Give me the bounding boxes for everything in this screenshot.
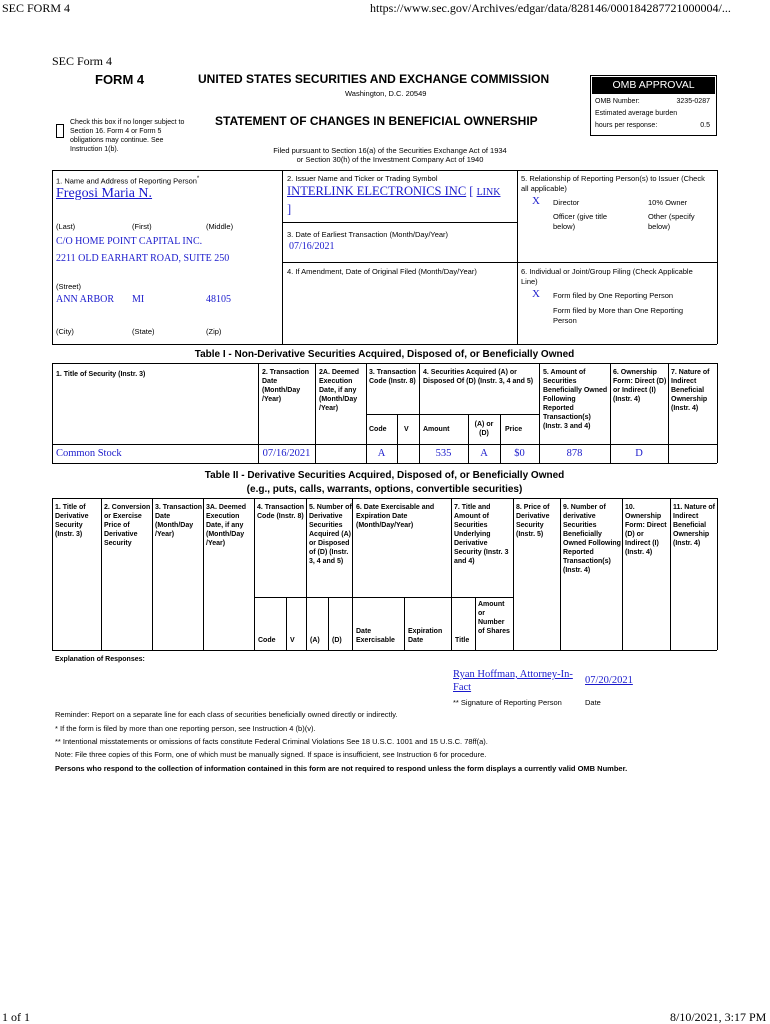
ticker-symbol[interactable]: LINK bbox=[476, 187, 501, 198]
issuer-label: 2. Issuer Name and Ticker or Trading Symbol bbox=[287, 174, 438, 183]
t2-sub-amount: Amount or Number of Shares bbox=[478, 601, 510, 635]
t2-col-owned: 9. Number of derivative Securities Beneficially Owned Following Reported Transaction(s) (Instr. 4) bbox=[563, 504, 621, 574]
last-label: (Last) bbox=[56, 222, 76, 231]
signature-label: ** Signature of Reporting Person bbox=[453, 698, 562, 707]
footnote-misstatements: ** Intentional misstatements or omissions of facts constitute Federal Criminal Violations See 18 U.S.C. 1001 and 15 U.S.C. 78ff(a). bbox=[55, 737, 488, 746]
city-label: (City) bbox=[56, 327, 74, 336]
t2-col-price: 8. Price of Derivative Security (Instr. 5) bbox=[516, 504, 550, 538]
t2-col-exercisable: 6. Date Exercisable and Expiration Date (Month/Day/Year) bbox=[356, 504, 435, 529]
footnote-multiple-persons: * If the form is filed by more than one reporting person, see Instruction 4 (b)(v). bbox=[55, 724, 316, 733]
print-datetime: 8/10/2021, 3:17 PM bbox=[670, 1010, 767, 1024]
t1-col-amount-owned: 5. Amount of Securities Beneficially Owned Following Reported Transaction(s) (Instr. 3 and 4) bbox=[543, 369, 608, 430]
officer-label: Officer (give title below) bbox=[553, 212, 608, 231]
t1-col-nature: 7. Nature of Indirect Beneficial Ownership (Instr. 4) bbox=[671, 369, 710, 412]
t1-col-securities: 4. Securities Acquired (A) or Disposed Of (D) (Instr. 3, 4 and 5) bbox=[423, 369, 534, 385]
t1-col-title: 1. Title of Security (Instr. 3) bbox=[56, 371, 146, 378]
one-person-mark: X bbox=[532, 288, 540, 300]
address-line-1: C/O HOME POINT CAPITAL INC. bbox=[56, 236, 203, 247]
state-label: (State) bbox=[132, 327, 155, 336]
t2-sub-d: (D) bbox=[332, 637, 342, 644]
print-url: https://www.sec.gov/Archives/edgar/data/828146/000184287721000004/... bbox=[370, 1, 731, 15]
table2-subtitle: (e.g., puts, calls, warrants, options, convertible securities) bbox=[246, 484, 523, 495]
t1-sub-v: V bbox=[404, 426, 409, 433]
signature-date-label: Date bbox=[585, 698, 601, 707]
checkbox-note: Check this box if no longer subject to Section 16. Form 4 or Form 5 obligations may continue. See Instruction 1(b). bbox=[70, 119, 185, 153]
t2-sub-a: (A) bbox=[310, 637, 320, 644]
table1-title: Table I - Non-Derivative Securities Acquired, Disposed of, or Beneficially Owned bbox=[194, 349, 575, 360]
t2-col-form: 10. Ownership Form: Direct (D) or Indirect (I) (Instr. 4) bbox=[625, 504, 667, 556]
t2-sub-expiration: Expiration Date bbox=[408, 628, 443, 644]
doc-title: SEC Form 4 bbox=[52, 54, 113, 68]
agency-location: Washington, D.C. 20549 bbox=[345, 89, 427, 98]
t1-row-owned: 878 bbox=[566, 448, 583, 459]
ticker-open-bracket: [ bbox=[469, 184, 474, 198]
omb-approval-title: OMB APPROVAL bbox=[592, 77, 715, 94]
t1-col-code: 3. Transaction Code (Instr. 8) bbox=[369, 369, 417, 385]
reporting-person-label: 1. Name and Address of Reporting Person* bbox=[56, 176, 200, 186]
middle-label: (Middle) bbox=[206, 222, 234, 231]
signature-date[interactable]: 07/20/2021 bbox=[585, 675, 633, 686]
city-value: ANN ARBOR bbox=[56, 294, 115, 305]
t2-sub-date-exercisable: Date Exercisable bbox=[356, 628, 395, 644]
print-page-title: SEC FORM 4 bbox=[2, 1, 71, 15]
filing-type-label: 6. Individual or Joint/Group Filing (Check Applicable Line) bbox=[521, 267, 693, 286]
reminder-note: Reminder: Report on a separate line for each class of securities beneficially owned directly or indirectly. bbox=[55, 710, 398, 719]
t1-sub-a-or-d: (A) or (D) bbox=[474, 421, 494, 437]
zip-label: (Zip) bbox=[206, 327, 222, 336]
one-person-label: Form filed by One Reporting Person bbox=[553, 291, 674, 300]
omb-number-value: 3235-0287 bbox=[676, 98, 710, 105]
filed-pursuant-1940: or Section 30(h) of the Investment Company Act of 1940 bbox=[296, 155, 484, 164]
earliest-transaction-date: 07/16/2021 bbox=[289, 241, 335, 252]
t1-row-form: D bbox=[635, 448, 643, 459]
t2-col-deemed: 3A. Deemed Execution Date, if any (Month/Day /Year) bbox=[206, 504, 247, 547]
t1-row-price: $0 bbox=[514, 448, 525, 459]
issuer-name-ticker bbox=[287, 183, 515, 217]
zip-value: 48105 bbox=[206, 294, 231, 305]
t1-sub-price: Price bbox=[505, 426, 523, 433]
multiple-persons-label: Form filed by More than One Reporting Person bbox=[553, 306, 684, 325]
t2-col-conversion: 2. Conversion or Exercise Price of Derivative Security bbox=[104, 504, 151, 547]
omb-hours-value: 0.5 bbox=[700, 122, 710, 129]
agency-name: UNITED STATES SECURITIES AND EXCHANGE COMMISSION bbox=[198, 72, 550, 86]
no-longer-subject-checkbox[interactable] bbox=[56, 124, 64, 138]
t2-sub-v: V bbox=[290, 637, 295, 644]
t2-col-underlying: 7. Title and Amount of Securities Underlying Derivative Security (Instr. 3 and 4) bbox=[454, 504, 509, 565]
issuer-name[interactable]: INTERLINK ELECTRONICS INC bbox=[287, 184, 467, 198]
t1-row-a-or-d: A bbox=[480, 448, 488, 459]
t2-col-nature: 11. Nature of Indirect Beneficial Ownership (Instr. 4) bbox=[673, 504, 716, 547]
filed-pursuant-1934: Filed pursuant to Section 16(a) of the Securities Exchange Act of 1934 bbox=[273, 146, 507, 155]
director-label: Director bbox=[553, 198, 580, 207]
reporting-person-name[interactable]: Fregosi Maria N. bbox=[56, 186, 153, 201]
table2-title: Table II - Derivative Securities Acquired, Disposed of, or Beneficially Owned bbox=[204, 470, 565, 481]
t2-col-number: 5. Number of Derivative Securities Acquired (A) or Disposed of (D) (Instr. 3, 4 and 5) bbox=[309, 504, 352, 565]
director-mark: X bbox=[532, 195, 540, 207]
t1-row-amount: 535 bbox=[435, 448, 452, 459]
address-line-2: 2211 OLD EARHART ROAD, SUITE 250 bbox=[56, 253, 230, 264]
footnote-copies: Note: File three copies of this Form, one of which must be manually signed. If space is insufficient, see Instruction 6 for procedure. bbox=[55, 750, 487, 759]
t2-col-date: 3. Transaction Date (Month/Day /Year) bbox=[155, 504, 203, 538]
explanation-label: Explanation of Responses: bbox=[55, 656, 145, 663]
ten-percent-owner-label: 10% Owner bbox=[648, 198, 688, 207]
omb-notice: Persons who respond to the collection of information contained in this form are not required to respond unless the form displays a currently valid OMB Number. bbox=[55, 764, 628, 773]
omb-hours-label: hours per response: bbox=[595, 122, 658, 129]
ticker-close-bracket: ] bbox=[287, 202, 292, 216]
earliest-transaction-label: 3. Date of Earliest Transaction (Month/Day/Year) bbox=[287, 230, 449, 239]
t1-col-ownership-form: 6. Ownership Form: Direct (D) or Indirect (I) (Instr. 4) bbox=[613, 369, 667, 403]
t1-col-date: 2. Transaction Date (Month/Day /Year) bbox=[262, 369, 310, 403]
t1-row-title: Common Stock bbox=[56, 448, 122, 459]
t2-sub-code: Code bbox=[258, 637, 276, 644]
state-value: MI bbox=[132, 294, 145, 305]
t1-row-date: 07/16/2021 bbox=[262, 448, 311, 459]
statement-title: STATEMENT OF CHANGES IN BENEFICIAL OWNERSHIP bbox=[215, 114, 538, 128]
t2-col-title: 1. Title of Derivative Security (Instr. 3) bbox=[55, 504, 89, 538]
t1-row-code: A bbox=[377, 448, 386, 459]
t2-sub-title: Title bbox=[455, 637, 470, 644]
omb-number-label: OMB Number: bbox=[595, 98, 640, 105]
t2-col-code: 4. Transaction Code (Instr. 8) bbox=[257, 504, 305, 520]
omb-approval-box bbox=[590, 75, 717, 136]
t1-sub-code: Code bbox=[369, 426, 387, 433]
signer-name[interactable]: Ryan Hoffman, Attorney-In-Fact bbox=[453, 669, 573, 693]
amendment-label: 4. If Amendment, Date of Original Filed (Month/Day/Year) bbox=[287, 267, 477, 276]
relationship-label: 5. Relationship of Reporting Person(s) to Issuer (Check all applicable) bbox=[521, 174, 705, 193]
omb-burden-label: Estimated average burden bbox=[595, 110, 678, 117]
form-label: FORM 4 bbox=[95, 72, 145, 87]
first-label: (First) bbox=[132, 222, 152, 231]
t1-sub-amount: Amount bbox=[423, 426, 450, 433]
street-label: (Street) bbox=[56, 282, 82, 291]
print-page-count: 1 of 1 bbox=[2, 1010, 30, 1024]
other-label: Other (specify below) bbox=[648, 212, 695, 231]
t1-col-deemed: 2A. Deemed Execution Date, if any (Month/Day /Year) bbox=[319, 369, 360, 412]
